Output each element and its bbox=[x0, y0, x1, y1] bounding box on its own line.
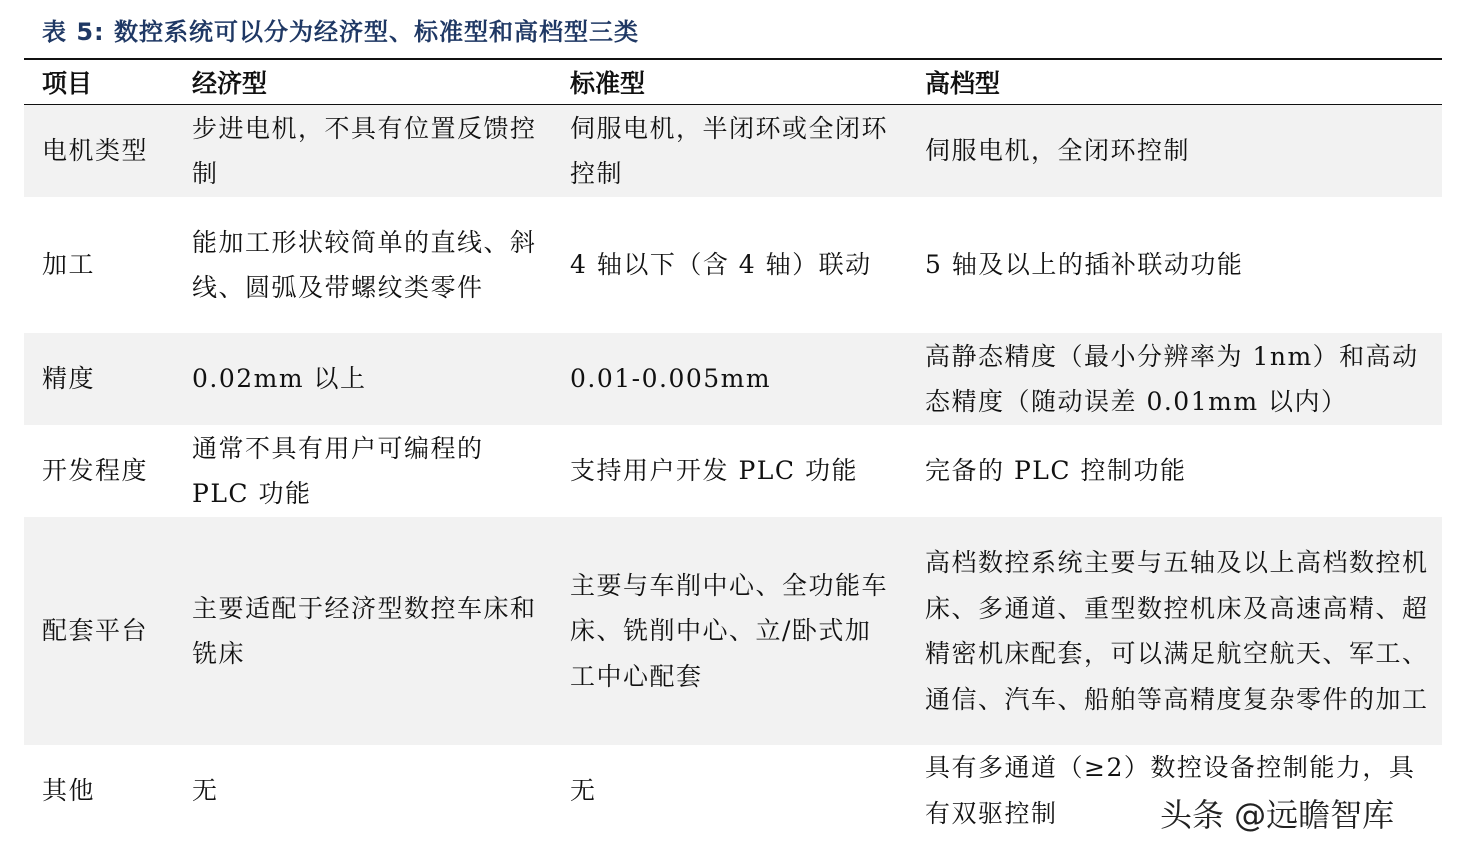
header-standard: 标准型 bbox=[570, 69, 646, 98]
row-label: 电机类型 bbox=[42, 136, 149, 166]
table-row bbox=[24, 425, 1442, 517]
cell-standard: 无 bbox=[570, 775, 597, 805]
row-label: 加工 bbox=[42, 250, 96, 280]
row-label: 其他 bbox=[42, 775, 96, 805]
watermark: 头条 @远瞻智库 bbox=[1160, 796, 1395, 834]
header-economy: 经济型 bbox=[192, 69, 268, 98]
table-row bbox=[24, 105, 1442, 198]
row-label: 精度 bbox=[42, 364, 96, 394]
table-header-row bbox=[24, 59, 1442, 105]
comparison-table-container bbox=[24, 58, 1442, 836]
cell-economy: 能加工形状较简单的直线、斜线、圆弧及带螺纹类零件 bbox=[192, 227, 537, 302]
cell-economy: 通常不具有用户可编程的 PLC 功能 bbox=[192, 433, 484, 508]
cell-standard: 主要与车削中心、全功能车床、铣削中心、立/卧式加工中心配套 bbox=[570, 570, 889, 691]
header-item: 项目 bbox=[42, 69, 93, 98]
cell-high-end: 具有多通道（≥2）数控设备控制能力，具有双驱控制 bbox=[925, 753, 1416, 828]
cell-economy: 无 bbox=[192, 775, 219, 805]
table-row bbox=[24, 333, 1442, 425]
cell-high-end: 5 轴及以上的插补联动功能 bbox=[925, 250, 1244, 280]
cell-high-end: 完备的 PLC 控制功能 bbox=[925, 456, 1187, 486]
row-label: 配套平台 bbox=[42, 616, 149, 646]
table-row bbox=[24, 197, 1442, 333]
cell-economy: 主要适配于经济型数控车床和铣床 bbox=[192, 593, 537, 668]
cell-standard: 4 轴以下（含 4 轴）联动 bbox=[570, 250, 872, 280]
cell-high-end: 高静态精度（最小分辨率为 1nm）和高动态精度（随动误差 0.01mm 以内） bbox=[925, 341, 1419, 416]
row-label: 开发程度 bbox=[42, 456, 149, 486]
cell-economy: 步进电机，不具有位置反馈控制 bbox=[192, 113, 537, 188]
cell-economy: 0.02mm 以上 bbox=[192, 364, 367, 394]
table-caption: 表 5: 数控系统可以分为经济型、标准型和高档型三类 bbox=[42, 18, 640, 46]
comparison-table bbox=[24, 58, 1442, 836]
cell-high-end: 高档数控系统主要与五轴及以上高档数控机床、多通道、重型数控机床及高速高精、超精密机床配套，可以满足航空航天、军工、通信、汽车、船舶等高精度复杂零件的加工 bbox=[925, 548, 1429, 714]
header-high-end: 高档型 bbox=[925, 69, 1001, 98]
table-row bbox=[24, 517, 1442, 745]
cell-standard: 0.01-0.005mm bbox=[570, 364, 772, 394]
cell-standard: 支持用户开发 PLC 功能 bbox=[570, 456, 858, 486]
cell-high-end: 伺服电机，全闭环控制 bbox=[925, 136, 1191, 166]
cell-standard: 伺服电机，半闭环或全闭环控制 bbox=[570, 113, 889, 188]
